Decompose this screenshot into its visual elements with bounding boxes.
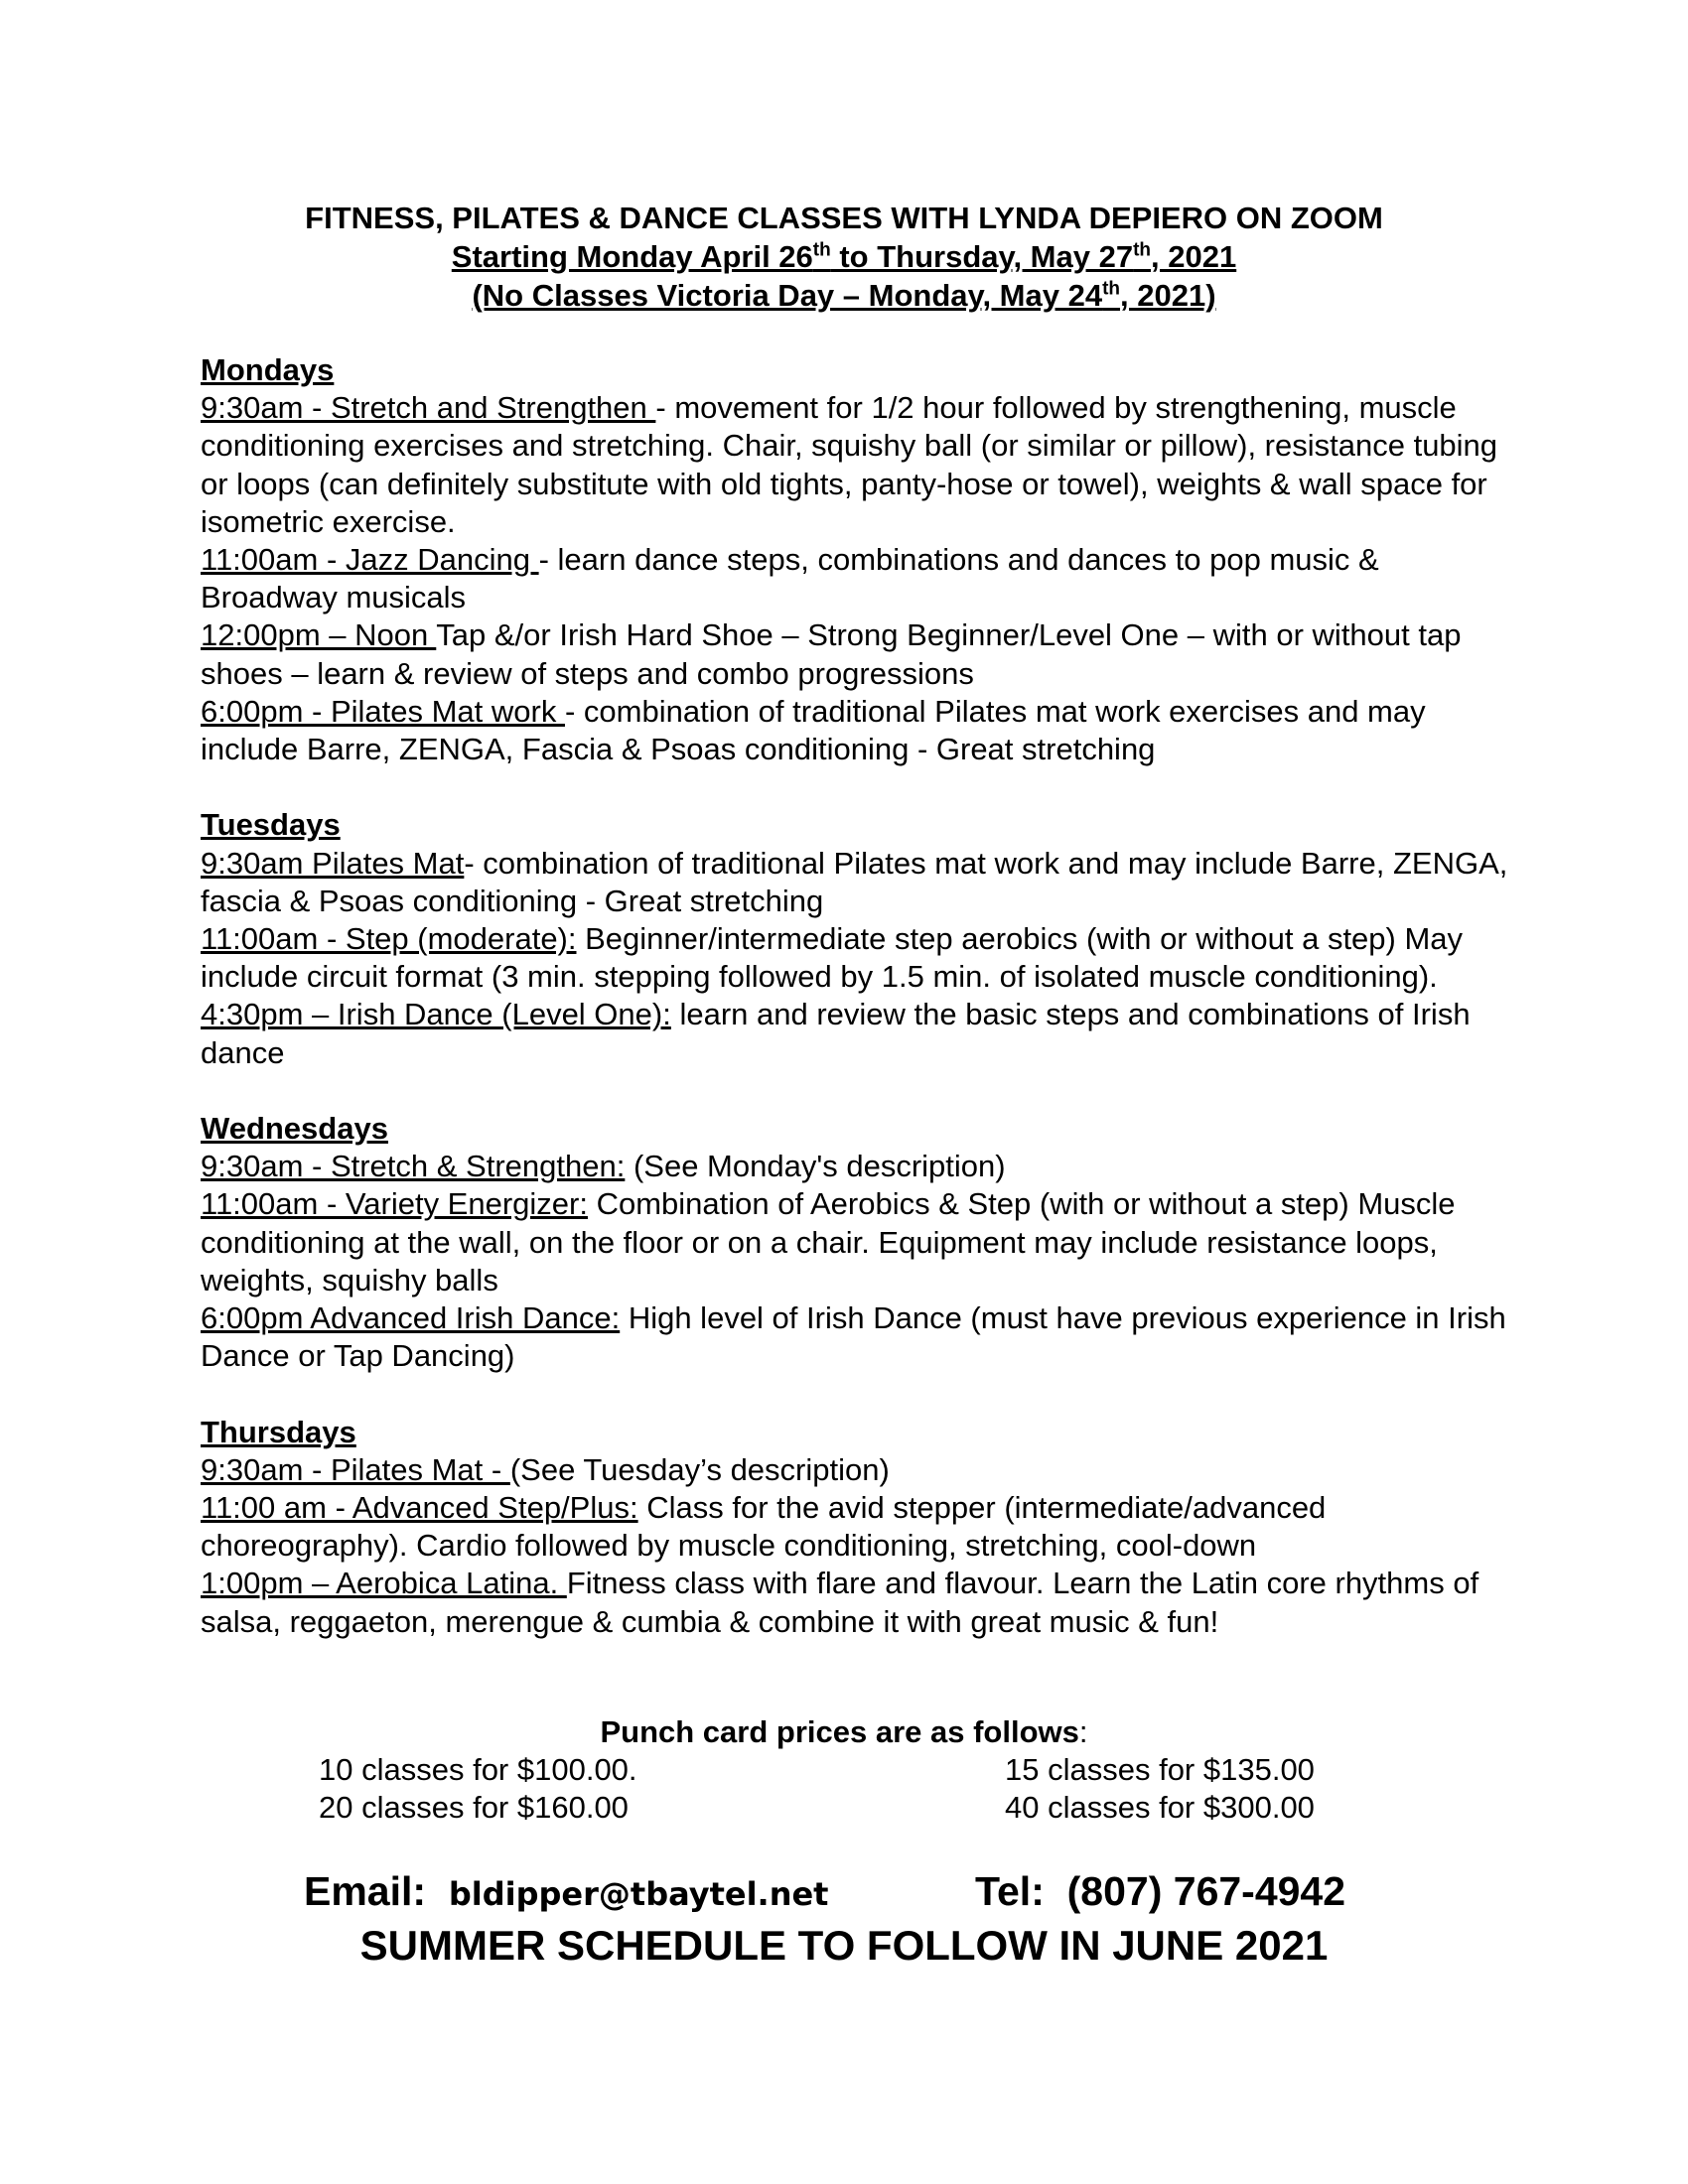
class-entry xyxy=(201,920,1511,996)
class-time: 12:00pm – Noon xyxy=(201,617,437,653)
class-time: 11:00 am - Advanced Step/Plus: xyxy=(201,1490,638,1526)
phone-number: (807) 767-4942 xyxy=(1066,1868,1346,1914)
day-title: Wednesdays xyxy=(201,1111,388,1147)
class-desc: Fitness class with flare and flavour. Learn the Latin core rhythms of salsa, reggaeton, merengue & cumbia & combine it with great music & fun! xyxy=(201,1566,1479,1639)
page-title: FITNESS, PILATES & DANCE CLASSES WITH LYNDA DEPIERO ON ZOOM xyxy=(305,201,1383,235)
schedule-body xyxy=(201,351,1511,1641)
price-item: 15 classes for $135.00 xyxy=(1005,1752,1315,1787)
class-desc: learn and review the basic steps and combinations of Irish dance xyxy=(201,997,1471,1070)
price-item: 20 classes for $160.00 xyxy=(319,1790,629,1825)
class-entry xyxy=(201,541,1511,616)
class-desc: Class for the avid stepper (intermediate/advanced choreography). Cardio followed by muscle conditioning, stretching, cool-down xyxy=(201,1490,1327,1564)
class-desc: Tap &/or Irish Hard Shoe – Strong Beginner/Level One – with or without tap shoes – learn & review of steps and combo progressions xyxy=(201,617,1462,691)
class-time: 9:30am - Stretch & Strengthen: xyxy=(201,1149,626,1184)
class-time: 11:00am - Variety Energizer: xyxy=(201,1186,588,1222)
phone-contact xyxy=(975,1866,1345,1916)
class-time: 1:00pm – Aerobica Latina. xyxy=(201,1566,567,1601)
class-time: 4:30pm – Irish Dance (Level One): xyxy=(201,997,671,1032)
price-item: 10 classes for $100.00. xyxy=(319,1752,637,1787)
header xyxy=(0,199,1688,315)
class-entry xyxy=(201,845,1511,920)
day-title: Thursdays xyxy=(201,1414,356,1449)
class-entry xyxy=(201,1299,1511,1375)
class-desc: (See Monday's description) xyxy=(625,1149,1006,1184)
class-time: 9:30am - Stretch and Strengthen xyxy=(201,390,656,426)
class-desc: (See Tuesday’s description) xyxy=(509,1451,890,1487)
summer-notice: SUMMER SCHEDULE TO FOLLOW IN JUNE 2021 xyxy=(359,1922,1329,1969)
class-time: 11:00am - Jazz Dancing xyxy=(201,542,539,578)
class-desc: Combination of Aerobics & Step (with or without a step) Muscle conditioning at the wall, on the floor or on a chair. Equipment may include resistance loops, weights, squishy balls xyxy=(201,1186,1456,1297)
class-time: 9:30am Pilates Mat xyxy=(201,845,465,881)
class-time: 6:00pm - Pilates Mat work xyxy=(201,693,565,729)
day-section-mondays xyxy=(201,351,1511,768)
class-entry xyxy=(201,1451,1511,1489)
email-contact xyxy=(304,1866,828,1919)
class-entry xyxy=(201,693,1511,768)
class-entry xyxy=(201,1148,1511,1185)
date-range: Starting Monday April 26th to Thursday, May 27th, 2021 xyxy=(451,239,1237,274)
class-entry xyxy=(201,1489,1511,1565)
class-desc: - combination of traditional Pilates mat work and may include Barre, ZENGA, fascia & Psoas conditioning - Great stretching xyxy=(201,845,1508,918)
class-entry xyxy=(201,389,1511,541)
class-desc: High level of Irish Dance (must have previous experience in Irish Dance or Tap Dancing) xyxy=(201,1300,1506,1374)
day-section-tuesdays xyxy=(201,806,1511,1071)
class-time: 9:30am - Pilates Mat - xyxy=(201,1451,510,1487)
class-entry xyxy=(201,1185,1511,1299)
day-section-wednesdays xyxy=(201,1110,1511,1375)
email-label: Email: xyxy=(304,1868,427,1914)
class-entry xyxy=(201,996,1511,1071)
holiday-note: (No Classes Victoria Day – Monday, May 24th, 2021) xyxy=(472,278,1216,313)
email-address[interactable]: bldipper@tbaytel.net xyxy=(448,1875,829,1913)
class-time: 11:00am - Step (moderate): xyxy=(201,921,577,957)
class-entry xyxy=(201,1565,1511,1640)
day-title: Tuesdays xyxy=(201,807,341,843)
tel-label: Tel: xyxy=(975,1868,1045,1914)
class-desc: - combination of traditional Pilates mat work exercises and may include Barre, ZENGA, Fascia & Psoas conditioning - Great stretching xyxy=(201,693,1426,767)
class-time: 6:00pm Advanced Irish Dance: xyxy=(201,1300,621,1336)
class-desc: Beginner/intermediate step aerobics (with or without a step) May include circuit format (3 min. stepping followed by 1.5 min. of isolated muscle conditioning). xyxy=(201,921,1464,995)
prices-heading: Punch card prices are as follows: xyxy=(600,1714,1088,1749)
class-entry xyxy=(201,616,1511,692)
day-section-thursdays xyxy=(201,1414,1511,1641)
day-title: Mondays xyxy=(201,352,335,387)
class-desc: - learn dance steps, combinations and dances to pop music & Broadway musicals xyxy=(201,542,1379,615)
price-item: 40 classes for $300.00 xyxy=(1005,1790,1315,1825)
class-desc: - movement for 1/2 hour followed by strengthening, muscle conditioning exercises and stretching. Chair, squishy ball (or similar or pillow), resistance tubing or loops (can definitely substitute with old tights, panty-hose or towel), weights & wall space for isometric exercise. xyxy=(201,390,1498,539)
